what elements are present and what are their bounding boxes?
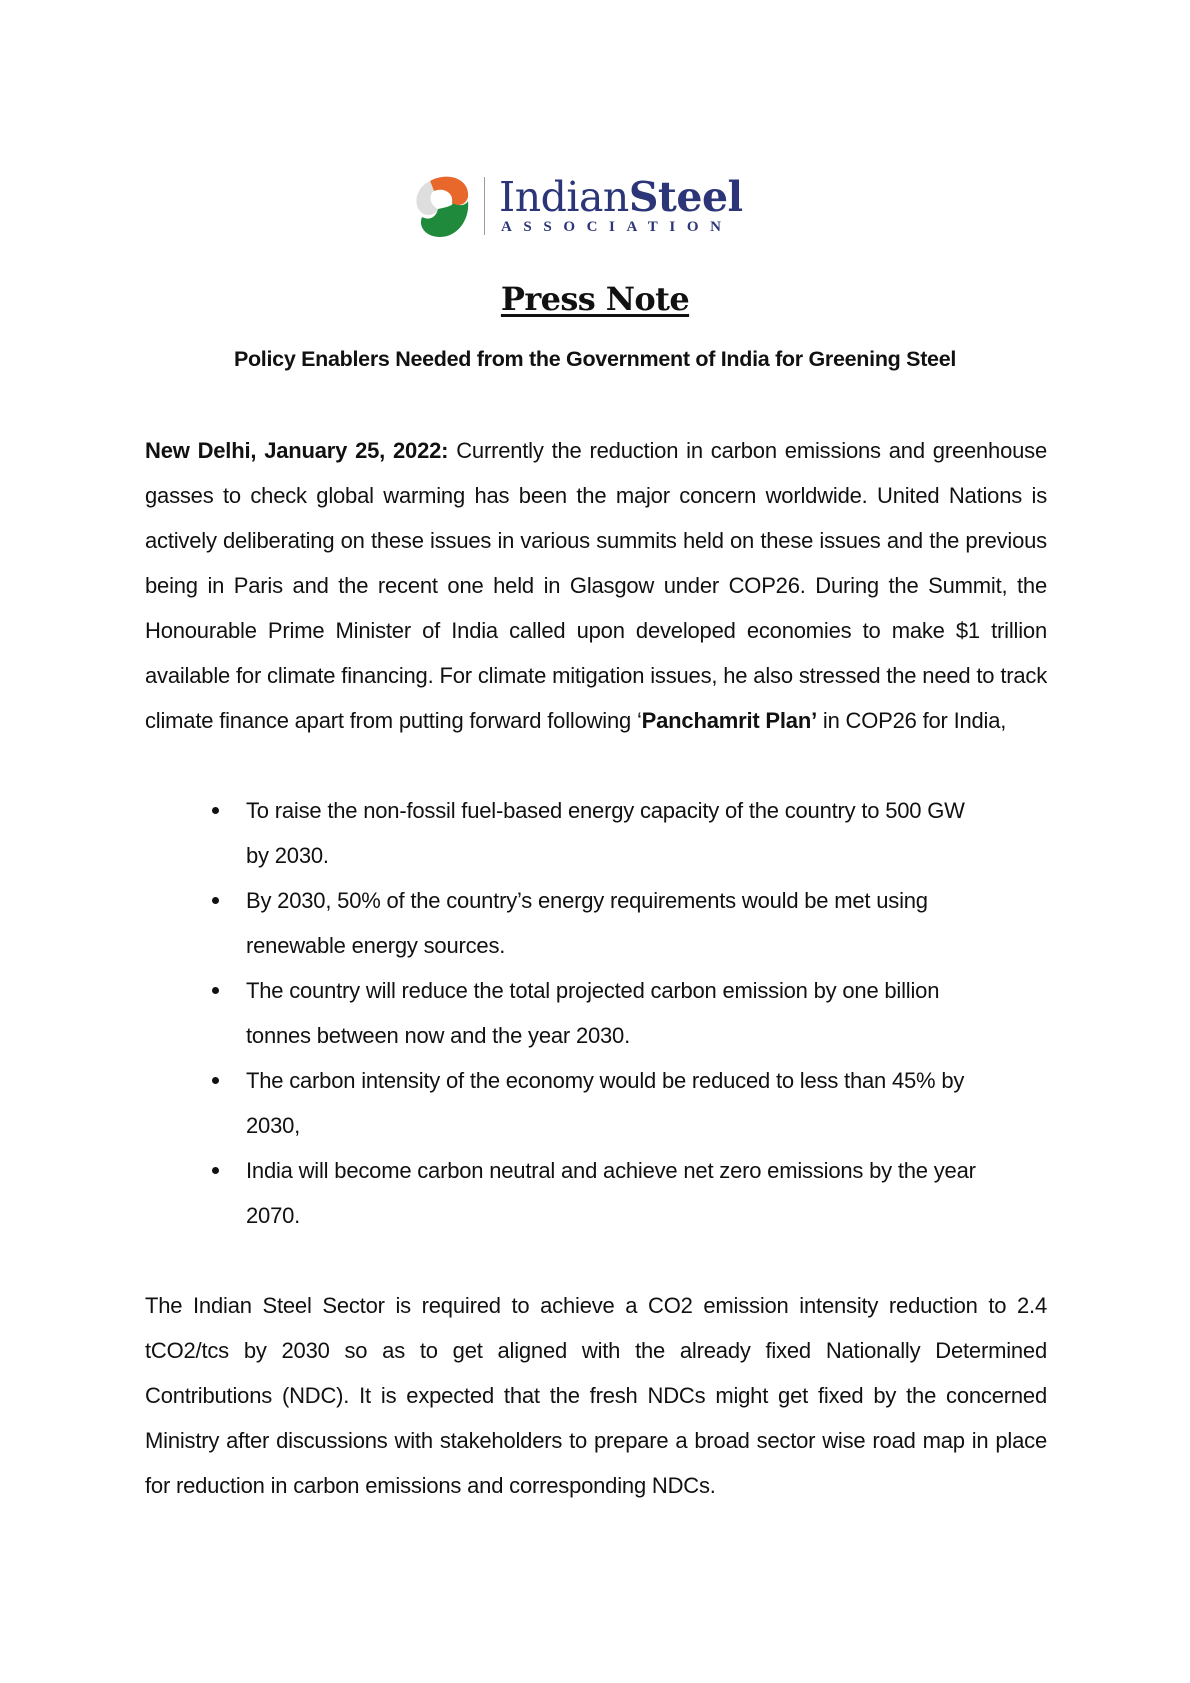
list-item — [145, 878, 1025, 968]
list-item — [145, 968, 1025, 1058]
list-item-text: To raise the non-fossil fuel-based energy capacity of the country to 500 GW by 2030. — [246, 798, 965, 868]
bullet-icon — [212, 987, 219, 994]
panchamrit-plan-label: Panchamrit Plan’ — [641, 708, 817, 733]
page-subtitle: Policy Enablers Needed from the Government of India for Greening Steel — [233, 347, 957, 371]
dateline: New Delhi, January 25, 2022: — [145, 438, 449, 463]
list-item — [145, 1058, 1025, 1148]
logo-name — [499, 173, 743, 221]
bullet-icon — [212, 1167, 219, 1174]
list-item — [145, 1148, 1025, 1238]
intro-paragraph — [145, 428, 1047, 743]
bullet-icon — [212, 897, 219, 904]
panchamrit-bullet-list — [145, 788, 1025, 1238]
logo-wordmark — [499, 173, 743, 235]
bullet-icon — [212, 1077, 219, 1084]
logo-name-bold: Steel — [628, 173, 743, 221]
bullet-icon — [212, 807, 219, 814]
intro-text: Currently the reduction in carbon emissions and greenhouse gasses to check global warming has been the major concern worldwide. United Nations is actively deliberating on these issues in various summits held on these issues and the previous being in Paris and the recent one held in Glasgow under COP26. During the Summit, the Honourable Prime Minister of India called upon developed economies to make $1 trillion available for climate financing. For climate mitigation issues, he also stressed the need to track climate finance apart from putting forward following ‘ — [145, 438, 1047, 733]
list-item-text: The carbon intensity of the economy would be reduced to less than 45% by 2030, — [246, 1068, 965, 1138]
steel-sector-paragraph: The Indian Steel Sector is required to achieve a CO2 emission intensity reduction to 2.4 tCO2/tcs by 2030 so as to get aligned with the already fixed Nationally Determined Contributions (NDC). It is expected that the fresh NDCs might get fixed by the concerned Ministry after discussions with stakeholders to prepare a broad sector wise road map in place for reduction in carbon emissions and corresponding NDCs. — [145, 1293, 1047, 1498]
logo-name-regular: Indian — [499, 173, 629, 221]
list-item — [145, 788, 1025, 878]
page-title: Press Note — [500, 280, 690, 318]
logo-subtitle: ASSOCIATION — [501, 219, 733, 235]
indian-steel-association-logo — [408, 170, 748, 242]
list-item-text: By 2030, 50% of the country’s energy requirements would be met using renewable energy sources. — [246, 888, 928, 958]
logo-divider — [484, 177, 485, 235]
intro-text-end: in COP26 for India, — [816, 708, 1007, 733]
tricolor-swirl-icon — [408, 171, 478, 241]
list-item-text: The country will reduce the total projected carbon emission by one billion tonnes between now and the year 2030. — [246, 978, 940, 1048]
list-item-text: India will become carbon neutral and achieve net zero emissions by the year 2070. — [246, 1158, 976, 1228]
